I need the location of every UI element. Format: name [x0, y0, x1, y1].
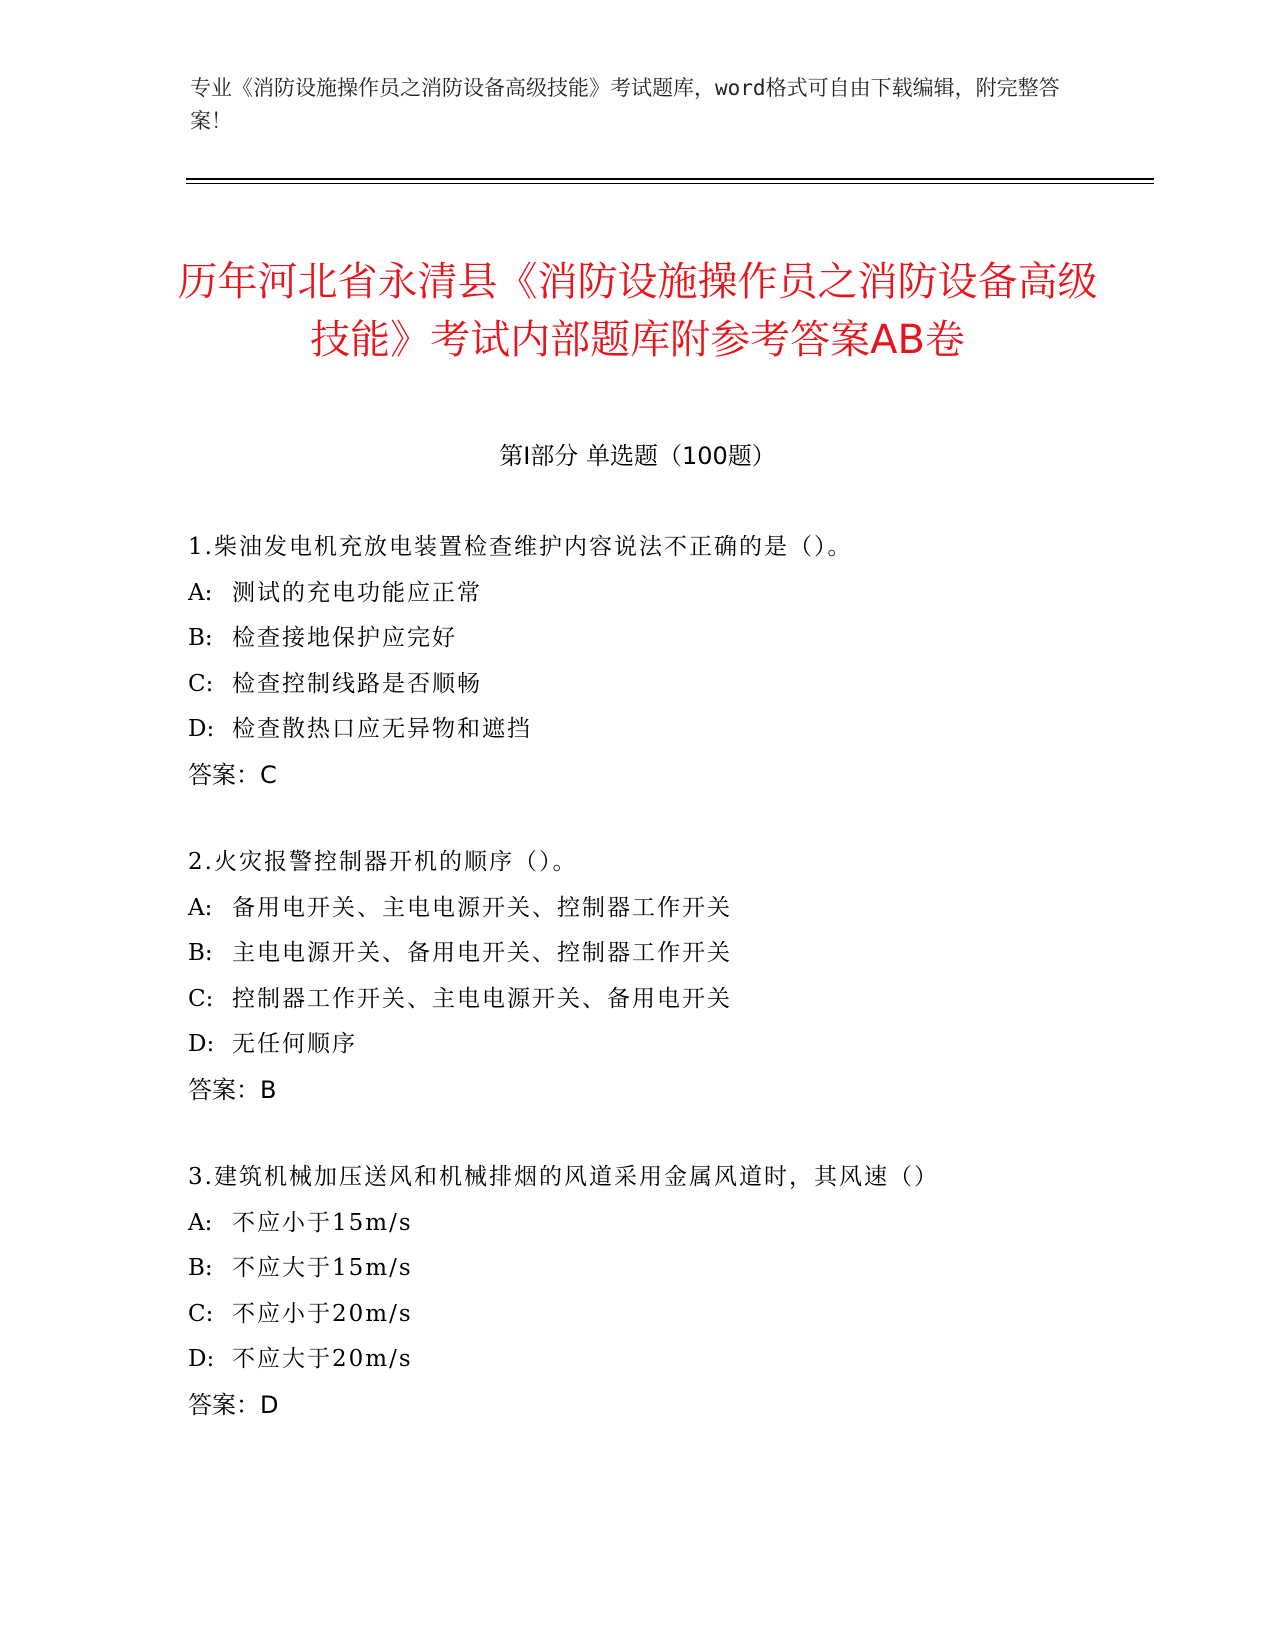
option-text: 不应大于15m/s: [232, 1255, 413, 1281]
question-stem: 2.火灾报警控制器开机的顺序（）。: [188, 849, 578, 875]
option-key: A:: [188, 894, 213, 921]
option-d: [188, 1022, 1128, 1068]
question-stem: 3.建筑机械加压送风和机械排烟的风道采用金属风道时，其风速（）: [188, 1164, 939, 1190]
option-key: D:: [188, 1346, 215, 1372]
option-text: 控制器工作开关、主电电源开关、备用电开关: [232, 985, 732, 1012]
option-key: D:: [188, 1031, 215, 1057]
answer-value: D: [260, 1390, 279, 1419]
option-c: [188, 1292, 1128, 1338]
header-note: 专业《消防设施操作员之消防设备高级技能》考试题库，word格式可自由下载编辑，附完整答案！: [190, 76, 1060, 133]
answer-label: 答案：: [188, 1390, 260, 1419]
option-a: [188, 1201, 1128, 1247]
option-text: 无任何顺序: [232, 1031, 357, 1057]
option-text: 检查散热口应无异物和遮挡: [232, 716, 532, 742]
option-b: [188, 931, 1128, 977]
option-key: B:: [188, 1255, 213, 1281]
option-b: [188, 1246, 1128, 1292]
option-text: 检查接地保护应完好: [232, 625, 457, 651]
answer-line: [188, 1383, 1128, 1429]
option-d: [188, 1337, 1128, 1383]
question-item: [188, 525, 1128, 798]
document-title: 历年河北省永清县《消防设施操作员之消防设备高级技能》考试内部题库附参考答案AB卷: [177, 258, 1098, 363]
section-heading: 第I部分 单选题（100题）: [499, 442, 776, 470]
option-a: [188, 571, 1128, 617]
header-divider-thin: [186, 183, 1154, 184]
option-c: [188, 662, 1128, 708]
option-text: 不应小于15m/s: [232, 1209, 413, 1236]
option-key: B:: [188, 940, 213, 966]
option-text: 检查控制线路是否顺畅: [232, 670, 482, 697]
option-key: D:: [188, 716, 215, 742]
option-key: B:: [188, 625, 213, 651]
header-divider-thick: [186, 178, 1154, 180]
answer-label: 答案：: [188, 760, 260, 789]
question-item: [188, 840, 1128, 1113]
option-key: C:: [188, 670, 214, 697]
answer-value: B: [260, 1075, 277, 1104]
answer-line: [188, 753, 1128, 799]
answer-label: 答案：: [188, 1075, 260, 1104]
option-key: A:: [188, 579, 213, 606]
answer-value: C: [260, 760, 277, 789]
option-text: 不应小于20m/s: [232, 1300, 413, 1327]
answer-line: [188, 1068, 1128, 1114]
option-key: A:: [188, 1209, 213, 1236]
option-key: C:: [188, 1300, 214, 1327]
question-stem: 1.柴油发电机充放电装置检查维护内容说法不正确的是（）。: [188, 534, 853, 560]
option-d: [188, 707, 1128, 753]
option-text: 测试的充电功能应正常: [232, 579, 482, 606]
option-text: 主电电源开关、备用电开关、控制器工作开关: [232, 940, 732, 966]
option-key: C:: [188, 985, 214, 1012]
option-b: [188, 616, 1128, 662]
question-list: [188, 525, 1128, 1470]
question-item: [188, 1155, 1128, 1428]
option-text: 不应大于20m/s: [232, 1346, 413, 1372]
option-a: [188, 886, 1128, 932]
option-text: 备用电开关、主电电源开关、控制器工作开关: [232, 894, 732, 921]
option-c: [188, 977, 1128, 1023]
